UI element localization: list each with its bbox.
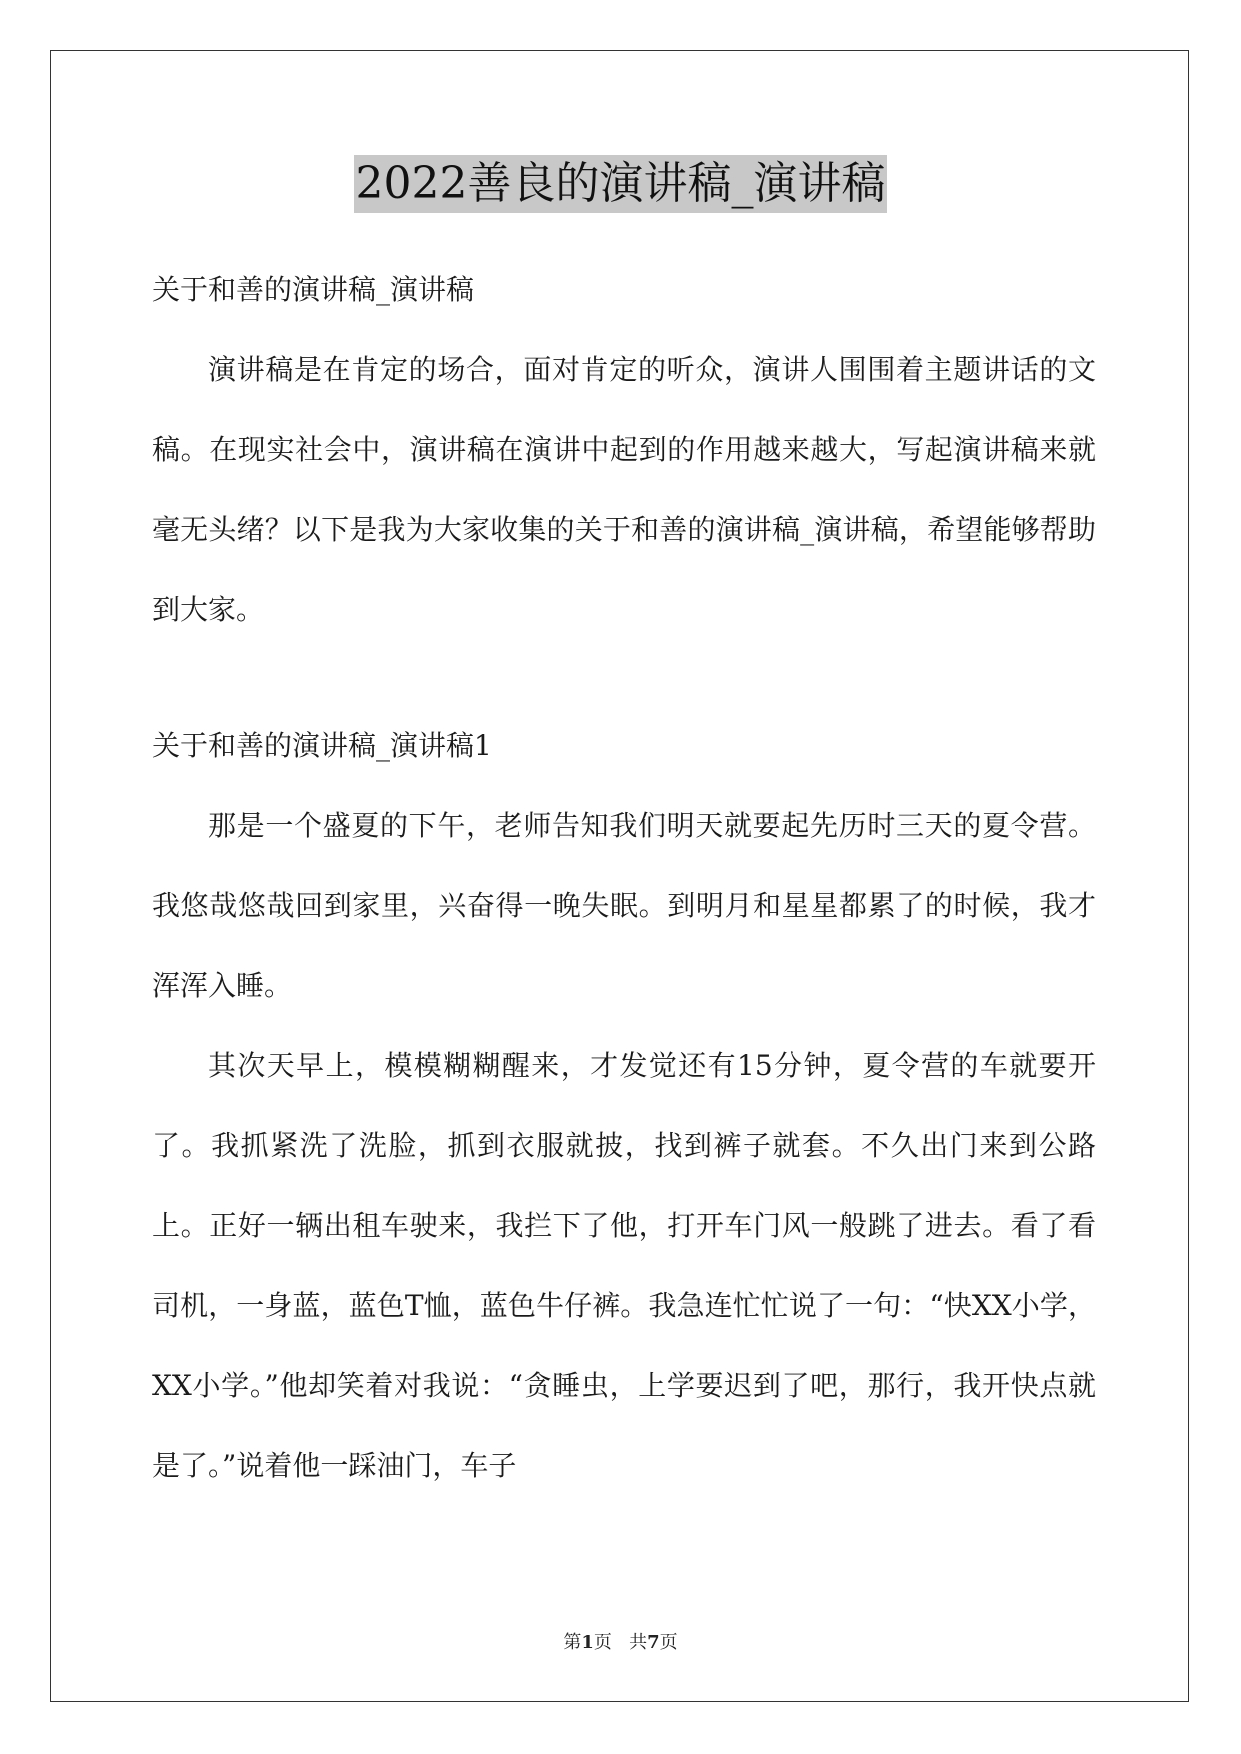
title-container: [0, 155, 1241, 213]
paragraph: 那是一个盛夏的下午，老师告知我们明天就要起先历时三天的夏令营。我悠哉悠哉回到家里，兴奋得一晚失眠。到明月和星星都累了的时候，我才浑浑入睡。: [152, 809, 1096, 1002]
paragraph-gap: [152, 650, 1096, 714]
page-prefix: 第: [563, 1632, 582, 1653]
document-title: 2022善良的演讲稿_演讲稿: [354, 155, 888, 213]
paragraph: 其次天早上，模模糊糊醒来，才发觉还有15分钟，夏令营的车就要开了。我抓紧洗了洗脸，抓到衣服就披，找到裤子就套。不久出门来到公路上。正好一辆出租车驶来，我拦下了他，打开车门风一般跳了进去。看了看司机，一身蓝，蓝色T恤，蓝色牛仔裤。我急连忙忙说了一句：“快XX小学，XX小学。”他却笑着对我说：“贪睡虫，上学要迟到了吧，那行，我开快点就是了。”说着他一踩油门，车子: [152, 1049, 1096, 1482]
total-page-number: 7: [647, 1632, 660, 1653]
section-heading: 关于和善的演讲稿_演讲稿1: [152, 729, 492, 762]
paragraph: 演讲稿是在肯定的场合，面对肯定的听众，演讲人围围着主题讲话的文稿。在现实社会中，演讲稿在演讲中起到的作用越来越大，写起演讲稿来就毫无头绪？以下是我为大家收集的关于和善的演讲稿_演讲稿，希望能够帮助到大家。: [152, 353, 1096, 626]
document-body: [152, 258, 1096, 1506]
page-mid-text: 页 共: [593, 1632, 648, 1653]
current-page-number: 1: [581, 1632, 594, 1653]
page-footer: [0, 1628, 1241, 1654]
page-suffix: 页: [659, 1632, 678, 1653]
section-heading: 关于和善的演讲稿_演讲稿: [152, 273, 475, 306]
